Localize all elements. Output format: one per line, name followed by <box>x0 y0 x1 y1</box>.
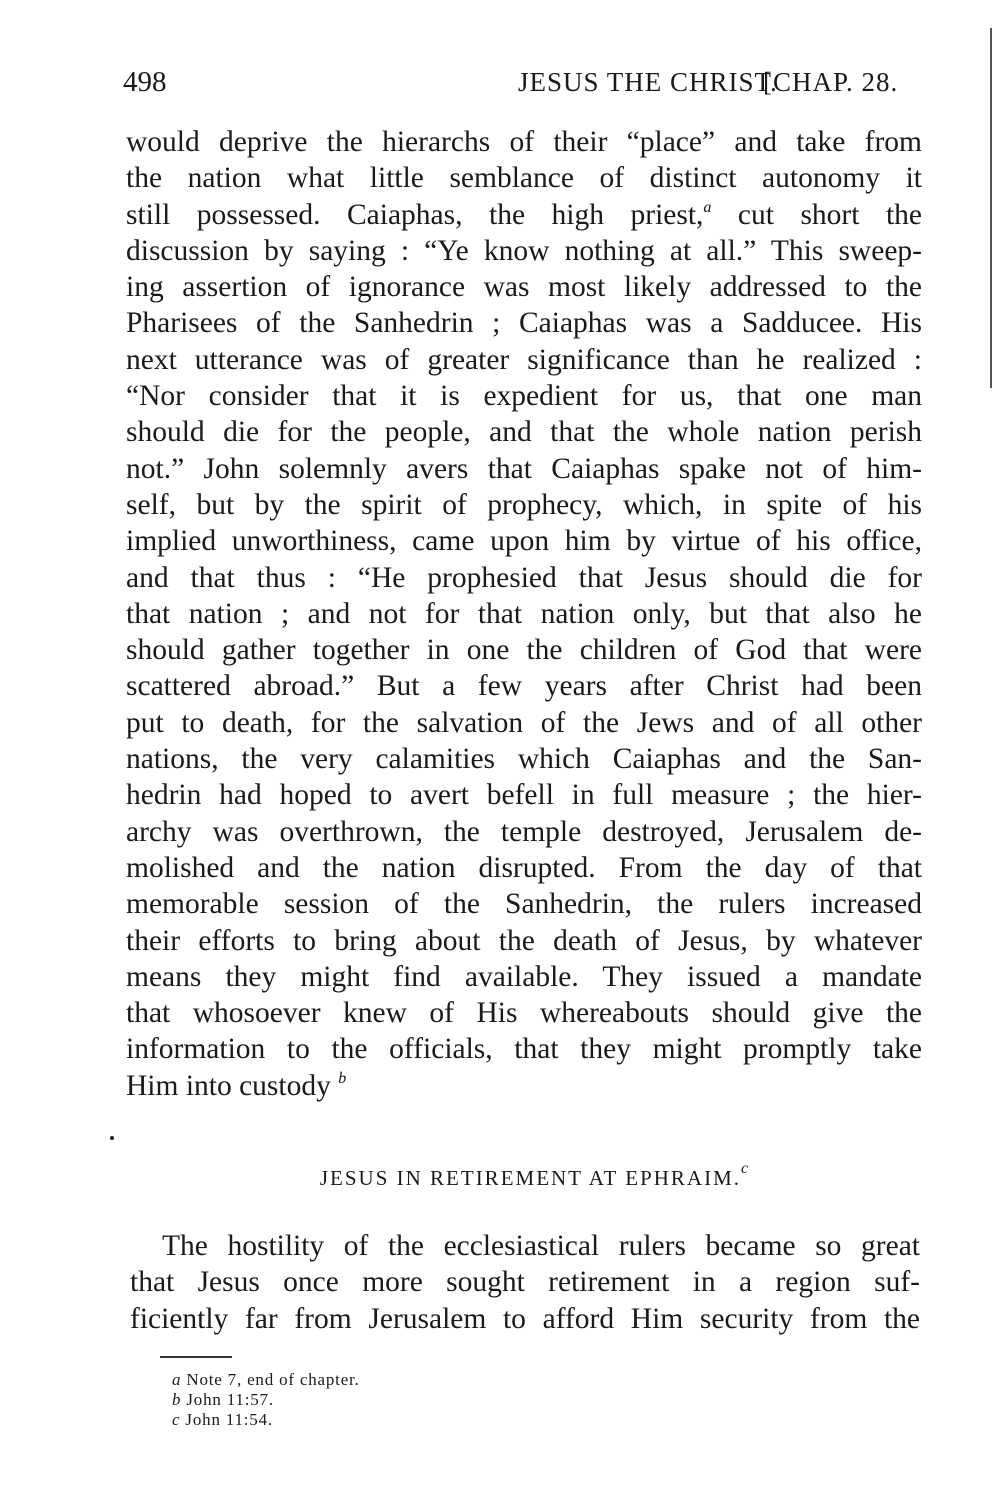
running-title: JESUS THE CHRIST. <box>518 67 778 97</box>
text-line-with-note-a <box>126 197 922 233</box>
text-line: that whosoever knew of His whereabouts should give the <box>126 997 922 1030</box>
text-line: put to death, for the salvation of the Jews and of all other <box>126 706 922 739</box>
text-line: not.” John solemnly avers that Caiaphas spake not of him- <box>126 452 922 485</box>
text-line: that nation ; and not for that nation only, but that also he <box>126 597 922 630</box>
text-line: Pharisees of the Sanhedrin ; Caiaphas was a Sadducee. His <box>126 307 922 340</box>
text-line: implied unworthiness, came upon him by virtue of his office, <box>126 525 922 558</box>
footnote-item <box>172 1370 360 1390</box>
text-line: the nation what little semblance of distinct autonomy it <box>126 162 922 195</box>
footnote-marker: c <box>172 1410 181 1429</box>
text-line-last <box>126 1068 922 1104</box>
footnote-ref-a: a <box>703 198 712 216</box>
page-header <box>123 62 943 102</box>
text-line: self, but by the spirit of prophecy, which, in spite of his <box>126 488 922 521</box>
text-line-tail: cut short the <box>737 198 922 231</box>
text-line: memorable session of the Sanhedrin, the rulers increased <box>126 888 922 921</box>
text-line: “Nor consider that it is expedient for us, that one man <box>126 380 922 413</box>
paragraph-retirement <box>130 1228 920 1337</box>
text-line: should gather together in one the children of God that were <box>126 634 922 667</box>
section-heading-text: JESUS IN RETIREMENT AT EPHRAIM. <box>319 1166 742 1190</box>
text-line: that Jesus once more sought retirement in a region suf- <box>130 1266 920 1299</box>
text-line: next utterance was of greater significance than he realized : <box>126 343 922 376</box>
text-line: and that thus : “He prophesied that Jesus should die for <box>126 561 922 594</box>
footnote-text: John 11:57. <box>186 1390 274 1409</box>
text-line: means they might find available. They issued a mandate <box>126 960 922 993</box>
page-number: 498 <box>123 66 167 98</box>
footnote-item <box>172 1410 360 1430</box>
footnote-ref-b: b <box>338 1069 347 1087</box>
section-heading <box>0 1160 1000 1193</box>
text-line: ing assertion of ignorance was most likely addressed to the <box>126 271 922 304</box>
footnote-text: John 11:54. <box>185 1410 273 1429</box>
text-line: archy was overthrown, the temple destroyed, Jerusalem de- <box>126 815 922 848</box>
text-line-head: Him into custody <box>126 1069 331 1102</box>
text-line: discussion by saying : “Ye know nothing at all.” This sweep- <box>126 234 922 267</box>
footnotes <box>172 1370 360 1430</box>
text-line: ficiently far from Jerusalem to afford Him security from the <box>130 1302 920 1335</box>
footnote-item <box>172 1390 360 1410</box>
text-line: nations, the very calamities which Caiaphas and the San- <box>126 743 922 776</box>
footnote-marker: b <box>172 1390 182 1409</box>
text-line-head: still possessed. Caiaphas, the high priest, <box>126 198 704 231</box>
text-line: information to the officials, that they might promptly take <box>126 1033 922 1066</box>
text-line: their efforts to bring about the death of Jesus, by whatever <box>126 924 922 957</box>
footnote-rule <box>160 1356 232 1358</box>
footnote-marker: a <box>172 1370 182 1389</box>
print-speck <box>110 1136 114 1140</box>
text-line: molished and the nation disrupted. From the day of that <box>126 851 922 884</box>
page-edge-rule <box>990 28 992 388</box>
paragraph-main <box>126 124 922 1104</box>
text-line: hedrin had hoped to avert befell in full measure ; the hier- <box>126 779 922 812</box>
text-line: would deprive the hierarchs of their “place” and take from <box>126 126 922 158</box>
footnote-ref-c: c <box>741 1160 751 1177</box>
chapter-label: [CHAP. 28. <box>763 67 899 97</box>
text-line: should die for the people, and that the whole nation perish <box>126 416 922 449</box>
footnote-text: Note 7, end of chapter. <box>186 1370 360 1389</box>
text-line: scattered abroad.” But a few years after Christ had been <box>126 670 922 703</box>
text-line: The hostility of the ecclesiastical rulers became so great <box>162 1230 920 1262</box>
